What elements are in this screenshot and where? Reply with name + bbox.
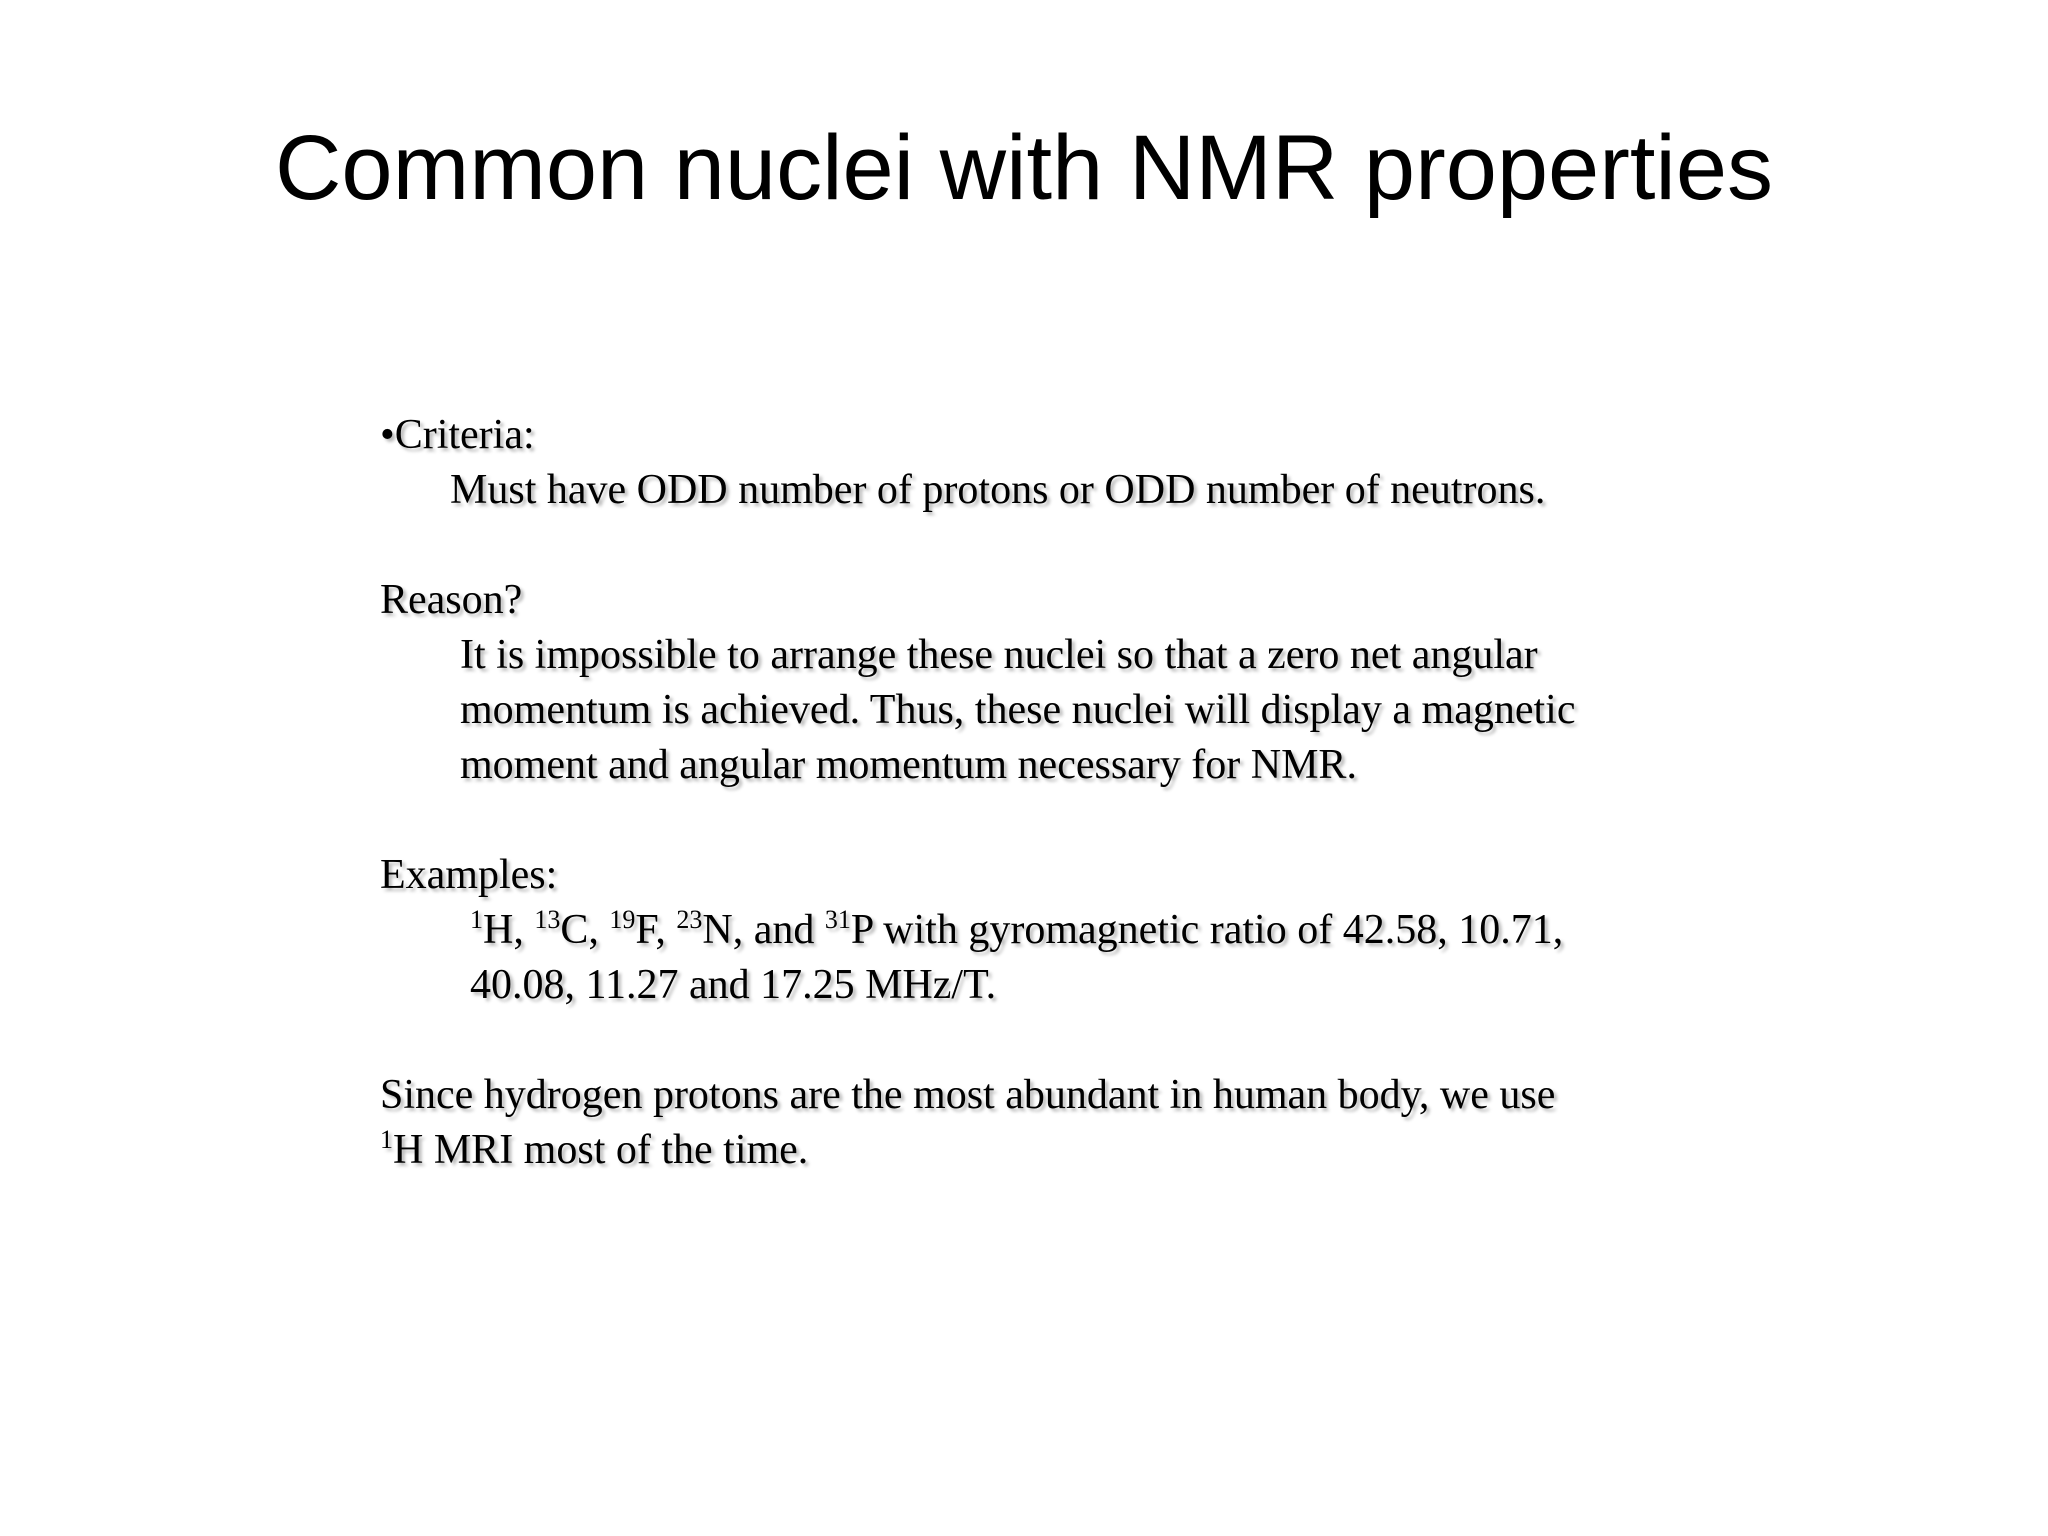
- reason-heading: Reason?: [380, 577, 523, 623]
- examples-heading: Examples:: [380, 852, 558, 898]
- nucleus-mass: 19: [609, 905, 636, 934]
- examples-line-1: $^1$H, $^{13}$C, $^{19}$F, $^{23}$N, and $^{31}$P with gyromagnetic ratio of 42.58, 10.71,: [470, 905, 1564, 953]
- nucleus-symbol: N: [702, 907, 733, 953]
- examples-line-1-tail: with gyromagnetic ratio of 42.58, 10.71,: [872, 907, 1564, 953]
- conclusion-line-2: $^1$H MRI most of the time.: [380, 1125, 809, 1173]
- nucleus-symbol: F: [635, 907, 656, 953]
- nucleus-symbol: H: [483, 907, 514, 953]
- nucleus-mass: 31: [824, 905, 851, 934]
- conclusion-line-1: Since hydrogen protons are the most abundant in human body, we use: [380, 1072, 1556, 1118]
- reason-line-1: It is impossible to arrange these nuclei so that a zero net angular: [460, 632, 1538, 678]
- criteria-text: Must have ODD number of protons or ODD number of neutrons.: [450, 467, 1546, 513]
- criteria-heading: •Criteria:: [380, 412, 535, 458]
- nucleus-symbol: P: [850, 907, 873, 953]
- reason-line-2: momentum is achieved. Thus, these nuclei will display a magnetic: [460, 687, 1576, 733]
- nucleus-mass: 13: [534, 905, 561, 934]
- reason-line-3: moment and angular momentum necessary for NMR.: [460, 742, 1357, 788]
- examples-line-2: 40.08, 11.27 and 17.25 MHz/T.: [470, 962, 997, 1008]
- nucleus-mass: 23: [676, 905, 703, 934]
- nucleus-mass: 1: [380, 1125, 393, 1154]
- slide-title: Common nuclei with NMR properties: [274, 117, 1774, 219]
- nucleus-symbol: C: [560, 907, 589, 953]
- nucleus-mass: 1: [470, 905, 483, 934]
